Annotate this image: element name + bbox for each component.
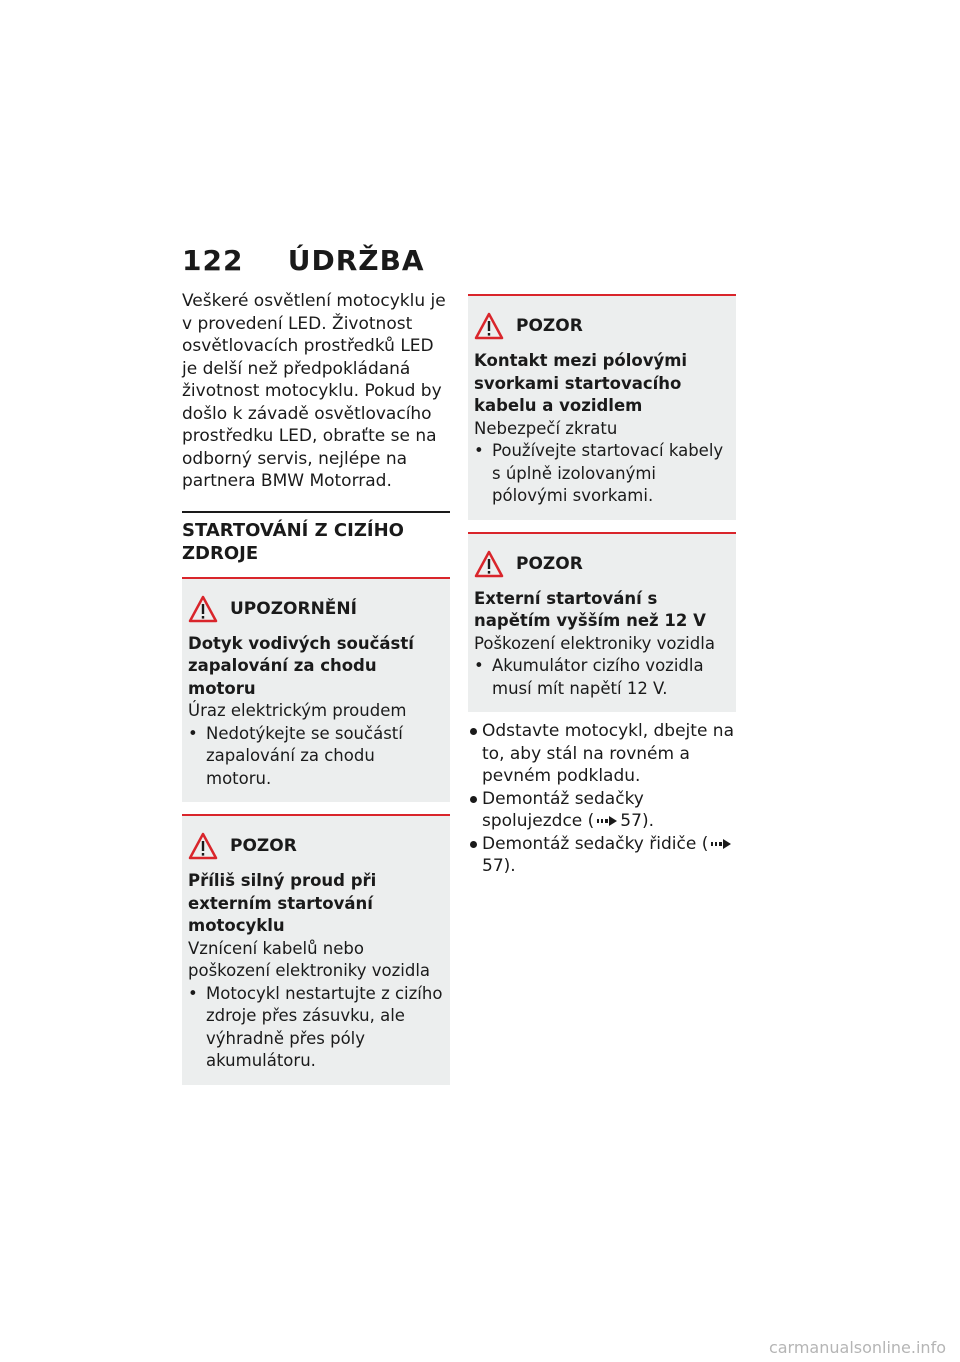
warning-consequence: Vznícení kabelů nebo poškození elektroniky vozidla [188, 938, 431, 980]
page-reference-arrow-icon [710, 838, 732, 850]
warning-box-2 [182, 814, 450, 1085]
warning-instruction: • Nedotýkejte se součástí zapalování za chodu motoru. [188, 723, 444, 791]
page-header [182, 244, 425, 277]
right-column [468, 294, 736, 878]
warning-label: UPOZORNĚNÍ [230, 598, 357, 619]
left-column [182, 290, 450, 1085]
step-item: Odstavte motocykl, dbejte na to, aby stál na rovném a pevném podkladu. [468, 720, 736, 788]
page-reference-arrow-icon [596, 815, 618, 827]
warning-consequence: Poškození elektroniky vozidla [474, 633, 715, 653]
warning-consequence: Úraz elektrickým proudem [188, 701, 407, 720]
warning-triangle-icon [188, 832, 218, 860]
warning-triangle-icon [188, 595, 218, 623]
warning-triangle-icon [474, 550, 504, 578]
step-item: Demontáž sedačky spolujezdce ( 57). [468, 788, 736, 833]
warning-consequence: Nebezpečí zkratu [474, 418, 618, 438]
warning-instruction: • Používejte startovací kabely s úplně izolovanými pólovými svorkami. [474, 440, 730, 508]
warning-instruction: • Motocykl nestartujte z cizího zdroje přes zásuvku, ale výhradně přes póly akumulátoru. [188, 983, 444, 1073]
step-item: Demontáž sedačky řidiče (57). [468, 833, 736, 878]
warning-instruction: • Akumulátor cizího vozidla musí mít napětí 12 V. [474, 655, 730, 700]
warning-triangle-icon [474, 312, 504, 340]
warning-label: POZOR [230, 836, 297, 856]
warning-label: POZOR [516, 316, 583, 336]
warning-title: Kontakt mezi pólovými svorkami startovacího kabelu a vozidlem [474, 351, 688, 415]
page-reference[interactable]: 57 [482, 856, 504, 876]
procedure-steps [468, 720, 736, 878]
warning-title: Dotyk vodivých součástí zapalování za chodu motoru [188, 633, 414, 698]
warning-box-1 [182, 577, 450, 803]
warning-box-3 [468, 294, 736, 520]
warning-title: Příliš silný proud při externím startování motocyklu [188, 871, 377, 935]
section-heading: STARTOVÁNÍ Z CIZÍHO ZDROJE [182, 511, 450, 565]
watermark-footer: carmanualsonline.info [768, 1338, 946, 1357]
warning-title: Externí startování s napětím vyšším než 12 V [474, 588, 706, 630]
intro-paragraph: Veškeré osvětlení motocyklu je v provedení LED. Životnost osvětlovacích prostředků LED je delší než předpokládaná životnost motocyklu. Pokud by došlo k závadě osvětlovacího prostředku LED, obraťte se na odborný servis, nejlépe na partnera BMW Motorrad. [182, 291, 446, 491]
page-reference[interactable]: 57 [620, 811, 642, 831]
chapter-title: ÚDRŽBA [287, 244, 425, 277]
warning-box-4 [468, 532, 736, 713]
warning-label: POZOR [516, 553, 583, 574]
page-number: 122 [182, 244, 244, 277]
